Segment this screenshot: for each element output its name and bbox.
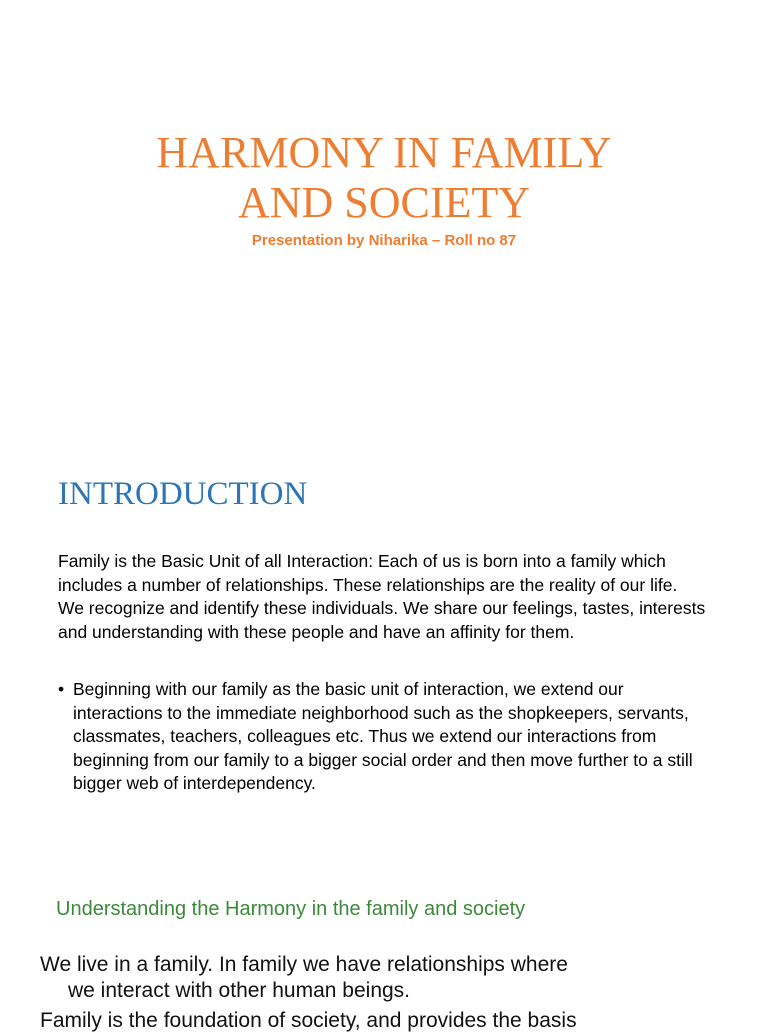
- understanding-slide: [0, 860, 768, 1032]
- bullet-text: Beginning with our family as the basic unit of interaction, we extend our interactions to the immediate neighborhood such as the shopkeepers, servants, classmates, teachers, colleagues etc. Thus we extend our interactions from beginning from our family to a bigger social order and then move further to a still bigger web of interdependency.: [73, 679, 693, 793]
- understanding-line-1: We live in a family. In family we have relationships where: [40, 953, 568, 976]
- understanding-heading: Understanding the Harmony in the family and society: [56, 898, 526, 920]
- introduction-paragraph: Family is the Basic Unit of all Interaction: Each of us is born into a family which includes a number of relationships. These relationships are the reality of our life. We recognize and identify these individuals. We share our feelings, tastes, interests and understanding with these people and have an affinity for them.: [58, 551, 706, 642]
- understanding-line-2: we interact with other human beings.: [68, 979, 411, 1002]
- understanding-line-3: Family is the foundation of society, and provides the basis: [40, 1009, 577, 1032]
- title-slide: [0, 0, 768, 440]
- introduction-slide: [0, 440, 768, 860]
- introduction-heading: INTRODUCTION: [58, 476, 308, 512]
- title-line-2: AND SOCIETY: [237, 178, 531, 227]
- title-line-1: HARMONY IN FAMILY: [156, 128, 612, 177]
- presentation-title: [0, 128, 768, 228]
- bullet-icon: •: [58, 679, 65, 699]
- presentation-subtitle: Presentation by Niharika – Roll no 87: [251, 232, 517, 249]
- introduction-bullet-item: [58, 678, 708, 796]
